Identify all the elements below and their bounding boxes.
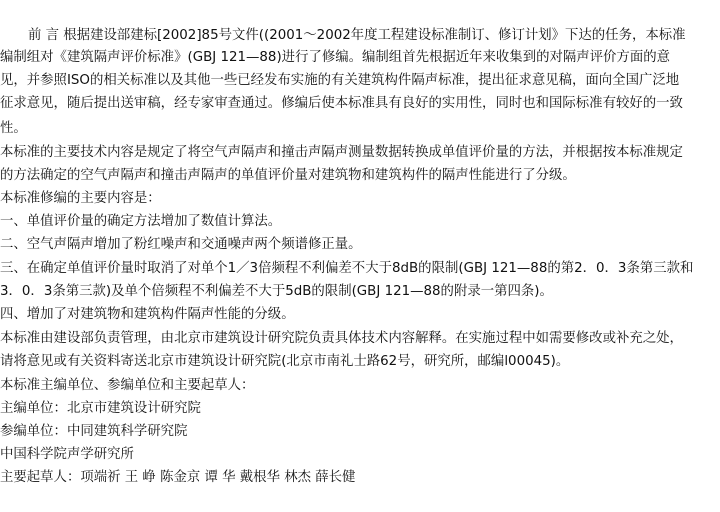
text-line: 征求意见，随后提出送审稿，经专家审查通过。修编后使本标准具有良好的实用性，同时也和国际标准有较好的一致 <box>0 96 683 111</box>
text-line: 本标准修编的主要内容是： <box>0 191 161 206</box>
text-line: 的方法确定的空气声隔声和撞击声隔声的单值评价量对建筑物和建筑构件的隔声性能进行了分级。 <box>0 168 576 183</box>
text-line: 前 言 根据建设部建标[2002]85号文件((2001～2002年度工程建设标准制订、修订计划》下达的任务，本标准 <box>28 28 686 43</box>
text-line: 编制组对《建筑隔声评价标准》(GBJ 121—88)进行了修编。编制组首先根据近年来收集到的对隔声评价方面的意 <box>0 50 670 65</box>
list-item: 三、在确定单值评价量时取消了对单个1／3倍频程不利偏差不大于8dB的限制(GBJ 121—88的第2．0．3条第三款和 <box>0 261 694 276</box>
text-line: 主编单位：北京市建筑设计研究院 <box>0 401 201 416</box>
list-item: 四、增加了对建筑物和建筑构件隔声性能的分级。 <box>0 307 295 322</box>
text-line: 请将意见或有关资料寄送北京市建筑设计研究院(北京市南礼士路62号，研究所，邮编l00045)。 <box>0 354 570 369</box>
text-line: 主要起草人：项端祈 王 峥 陈金京 谭 华 戴根华 林杰 薛长健 <box>0 470 356 485</box>
text-line: 本标准主编单位、参编单位和主要起草人： <box>0 378 255 393</box>
text-line: 见，并参照ISO的相关标准以及其他一些已经发布实施的有关建筑构件隔声标准，提出征求意见稿，面向全国广泛地 <box>0 73 680 88</box>
list-item: 二、空气声隔声增加了粉红噪声和交通噪声两个频谱修正量。 <box>0 237 362 252</box>
list-item: 3．0．3条第三款)及单个倍频程不利偏差不大于5dB的限制(GBJ 121—88的附录一第四条)。 <box>0 284 553 299</box>
text-line: 参编单位：中同建筑科学研究院 <box>0 424 188 439</box>
text-line: 性。 <box>0 121 27 136</box>
list-item: 一、单值评价量的确定方法增加了数值计算法。 <box>0 214 282 229</box>
text-line: 本标准由建设部负责管理，由北京市建筑设计研究院负责具体技术内容解释。在实施过程中如需要修改或补充之处， <box>0 331 683 346</box>
text-line: 本标准的主要技术内容是规定了将空气声隔声和撞击声隔声测量数据转换成单值评价量的方法，并根据按本标准规定 <box>0 145 683 160</box>
text-line: 中国科学院声学研究所 <box>0 447 134 462</box>
